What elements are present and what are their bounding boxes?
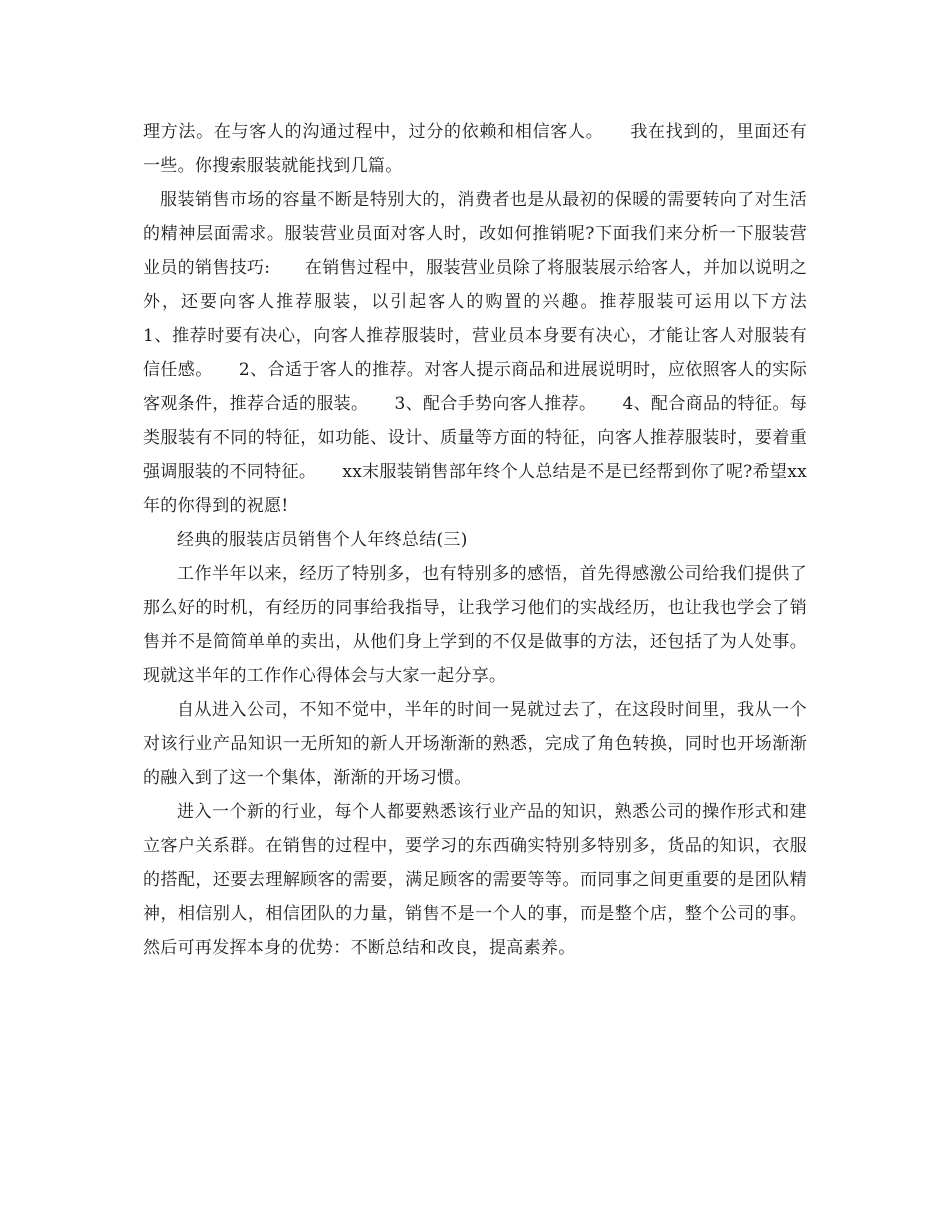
section-heading: 经典的服装店员销售个人年终总结(三) <box>177 530 468 550</box>
paragraph-sales-skills: 服装销售市场的容量不断是特别大的，消费者也是从最初的保暖的需要转向了对生活的精神层面需求。服装营业员面对客人时，改如何推销呢?下面我们来分析一下服装营业员的销售技巧: 在销售过程中，服装营业员除了将服装展示给客人，并加以说明之外，还要向客人推荐服装，以引起客人的购置的兴趣。推荐服装可运用以下方法 1、推荐时要有决心，向客人推荐服装时，营业员本身要有决心，才能让客人对服装有信任感。 2、合适于客人的推荐。对客人提示商品和进展说明时，应依照客人的实际客观条件，推荐合适的服装。 3、配合手势向客人推荐。 4、配合商品的特征。每类服装有不同的特征，如功能、设计、质量等方面的特征，向客人推荐服装时，要着重强调服装的不同特征。 xx末服装销售部年终个人总结是不是已经帮到你了呢?希望xx年的你得到的祝愿! <box>143 190 842 516</box>
paragraph-half-year: 工作半年以来，经历了特别多，也有特别多的感悟，首先得感激公司给我们提供了那么好的时机，有经历的同事给我指导，让我学习他们的实战经历，也让我也学会了销售并不是简简单单的卖出，从他们身上学到的不仅是做事的方法，还包括了为人处事。现就这半年的工作作心得体会与大家一起分享。 <box>143 564 807 686</box>
paragraph-new-industry: 进入一个新的行业，每个人都要熟悉该行业产品的知识，熟悉公司的操作形式和建立客户关系群。在销售的过程中，要学习的东西确实特别多特别多，货品的知识，衣服的搭配，还要去理解顾客的需要，满足顾客的需要等等。而同事之间更重要的是团队精神，相信别人，相信团队的力量，销售不是一个人的事，而是整个店，整个公司的事。然后可再发挥本身的优势：不断总结和改良，提高素养。 <box>143 802 807 958</box>
paragraph-continuation: 理方法。在与客人的沟通过程中，过分的依赖和相信客人。 我在找到的，里面还有一些。你搜索服装就能找到几篇。 <box>143 122 807 176</box>
paragraph-joining-company: 自从进入公司，不知不觉中，半年的时间一晃就过去了，在这段时间里，我从一个对该行业产品知识一无所知的新人开场渐渐的熟悉，完成了角色转换，同时也开场渐渐的融入到了这一个集体，渐渐的开场习惯。 <box>143 700 807 788</box>
document-body <box>143 115 842 965</box>
